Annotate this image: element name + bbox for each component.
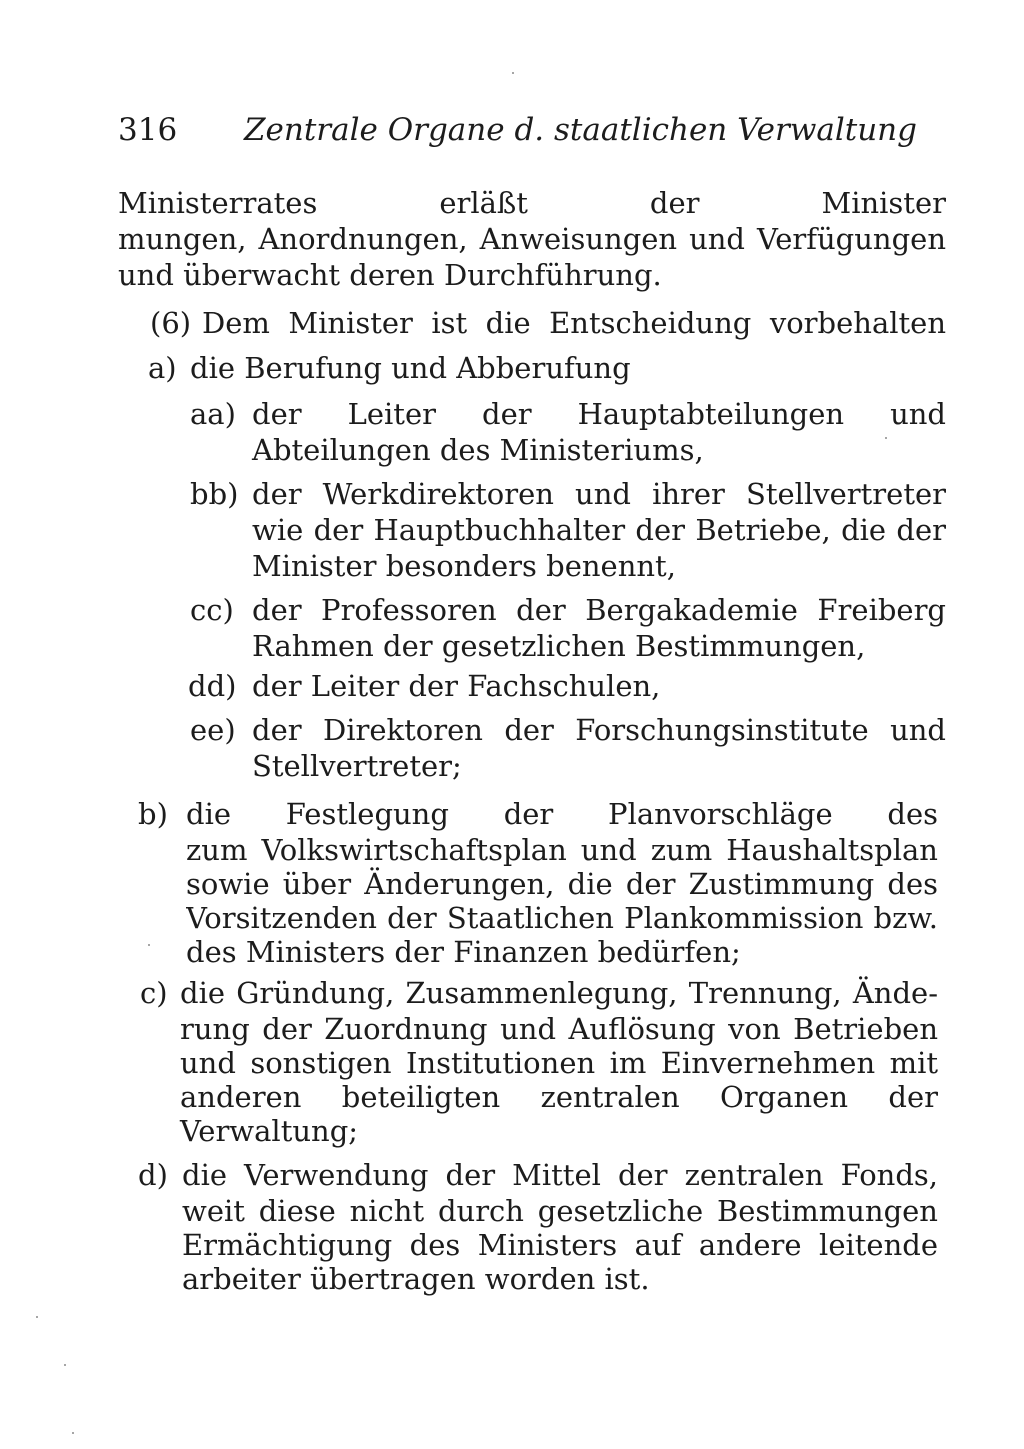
body-line: rung der Zuordnung und Auflösung von Betrieben	[180, 1012, 938, 1046]
item-label-a: a)	[148, 351, 177, 385]
body-line: und überwacht deren Durchführung.	[118, 258, 662, 292]
body-line: Vorsitzenden der Staatlichen Plankommission bzw.	[186, 901, 938, 935]
body-line: der Leiter der Hauptabteilungen und	[252, 397, 946, 431]
scan-speck	[148, 944, 150, 946]
body-line: Minister besonders benennt,	[252, 549, 676, 583]
body-line: zum Volkswirtschaftsplan und zum Haushaltsplan	[186, 833, 938, 867]
subitem-label-aa: aa)	[190, 397, 236, 431]
body-line: Dem Minister ist die Entscheidung vorbehalten	[202, 306, 946, 340]
body-line: die Berufung und Abberufung	[190, 351, 631, 385]
body-line: Stellvertreter;	[252, 749, 462, 783]
body-line: und sonstigen Institutionen im Einvernehmen mit	[180, 1046, 938, 1080]
body-line: die Verwendung der Mittel der zentralen Fonds,	[182, 1158, 938, 1192]
body-line: der Leiter der Fachschulen,	[252, 669, 661, 703]
body-line: anderen beteiligten zentralen Organen der	[180, 1080, 938, 1114]
body-line: weit diese nicht durch gesetzliche Bestimmungen	[182, 1194, 938, 1228]
subitem-label-bb: bb)	[190, 477, 239, 511]
scan-speck	[64, 1364, 66, 1366]
body-line: der Werkdirektoren und ihrer Stellvertreter	[252, 477, 946, 511]
body-line: die Gründung, Zusammenlegung, Trennung, Ände-	[180, 976, 938, 1010]
scan-speck	[512, 72, 514, 74]
body-line: Ermächtigung des Ministers auf andere leitende	[182, 1228, 938, 1262]
running-header	[118, 108, 917, 152]
body-line: Verwaltung;	[180, 1114, 359, 1148]
body-line: Rahmen der gesetzlichen Bestimmungen,	[252, 629, 866, 663]
scan-speck	[36, 1316, 38, 1318]
body-line: Abteilungen des Ministeriums,	[252, 433, 704, 467]
body-line: wie der Hauptbuchhalter der Betriebe, die der	[252, 513, 946, 547]
subitem-label-dd: dd)	[188, 669, 237, 703]
running-title: Zentrale Organe d. staatlichen Verwaltung	[244, 112, 917, 148]
body-line: die Festlegung der Planvorschläge des	[186, 797, 938, 831]
subitem-label-cc: cc)	[190, 593, 234, 627]
item-label-d: d)	[138, 1158, 168, 1192]
page-number: 316	[118, 112, 178, 148]
item-label-b: b)	[138, 797, 168, 831]
paragraph-number: (6)	[150, 306, 192, 340]
scan-speck	[885, 437, 887, 439]
scan-speck	[72, 1432, 74, 1434]
body-line: der Direktoren der Forschungsinstitute und	[252, 713, 946, 747]
subitem-label-ee: ee)	[190, 713, 236, 747]
body-line: arbeiter übertragen worden ist.	[182, 1262, 650, 1296]
item-label-c: c)	[140, 976, 168, 1010]
body-line: mungen, Anordnungen, Anweisungen und Verfügungen	[118, 222, 946, 256]
body-line: der Professoren der Bergakademie Freiberg	[252, 593, 946, 627]
body-line: sowie über Änderungen, die der Zustimmung des	[186, 867, 938, 901]
body-line: Ministerrates erläßt der Minister	[118, 186, 946, 220]
body-line: des Ministers der Finanzen bedürfen;	[186, 935, 741, 969]
